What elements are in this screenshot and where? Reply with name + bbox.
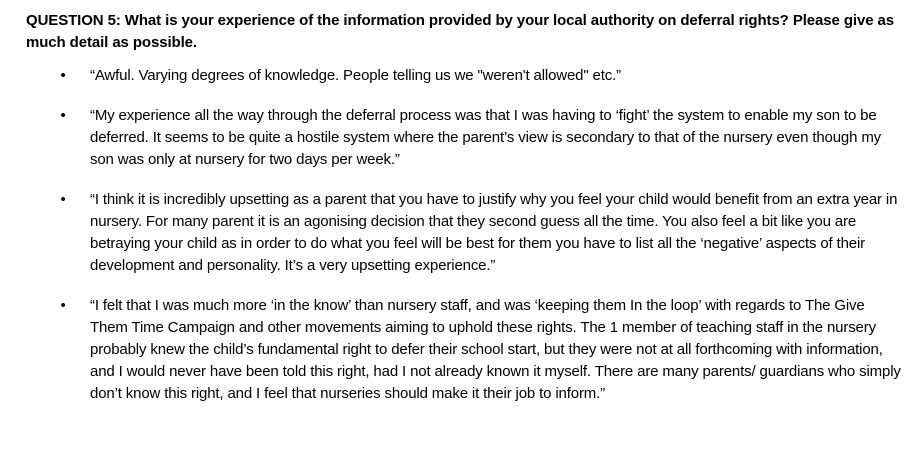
response-text: “My experience all the way through the deferral process was that I was having to ‘fight’ the system to enable my son to be deferred. It seems to be quite a hostile system where the parent’s view is secondary to that of the nursery even though my son was only at nursery for two days per week.”	[90, 107, 882, 168]
list-item	[26, 65, 902, 87]
bullet-icon: •	[60, 107, 66, 124]
list-item	[26, 105, 902, 171]
bullet-icon: •	[60, 297, 66, 314]
response-text: “I felt that I was much more ‘in the know’ than nursery staff, and was ‘keeping them In the loop’ with regards to The Give Them Time Campaign and other movements aiming to uphold these rights. The 1 member of teaching staff in the nursery probably knew the child’s fundamental right to defer their school start, but they were not at all forthcoming with information, and I would never have been told this right, had I not already known it myself. There are many parents/ guardians who simply don’t know this right, and I feel that nurseries should make it their job to inform.”	[90, 297, 901, 402]
bullet-icon: •	[60, 67, 66, 84]
list-item	[26, 189, 902, 277]
response-text: “Awful. Varying degrees of knowledge. People telling us we "weren't allowed" etc.”	[90, 67, 621, 84]
list-item	[26, 295, 902, 405]
response-text: “I think it is incredibly upsetting as a parent that you have to justify why you feel your child would benefit from an extra year in nursery. For many parent it is an agonising decision that they second guess all the time. You also feel a bit like you are betraying your child as in order to do what you feel will be best for them you have to list all the ‘negative’ aspects of their development and personality. It’s a very upsetting experience.”	[90, 191, 898, 274]
bullet-icon: •	[60, 191, 66, 208]
response-list	[26, 65, 902, 405]
question-heading: QUESTION 5: What is your experience of the information provided by your local authority on deferral rights? Please give as much detail as possible.	[26, 12, 894, 51]
